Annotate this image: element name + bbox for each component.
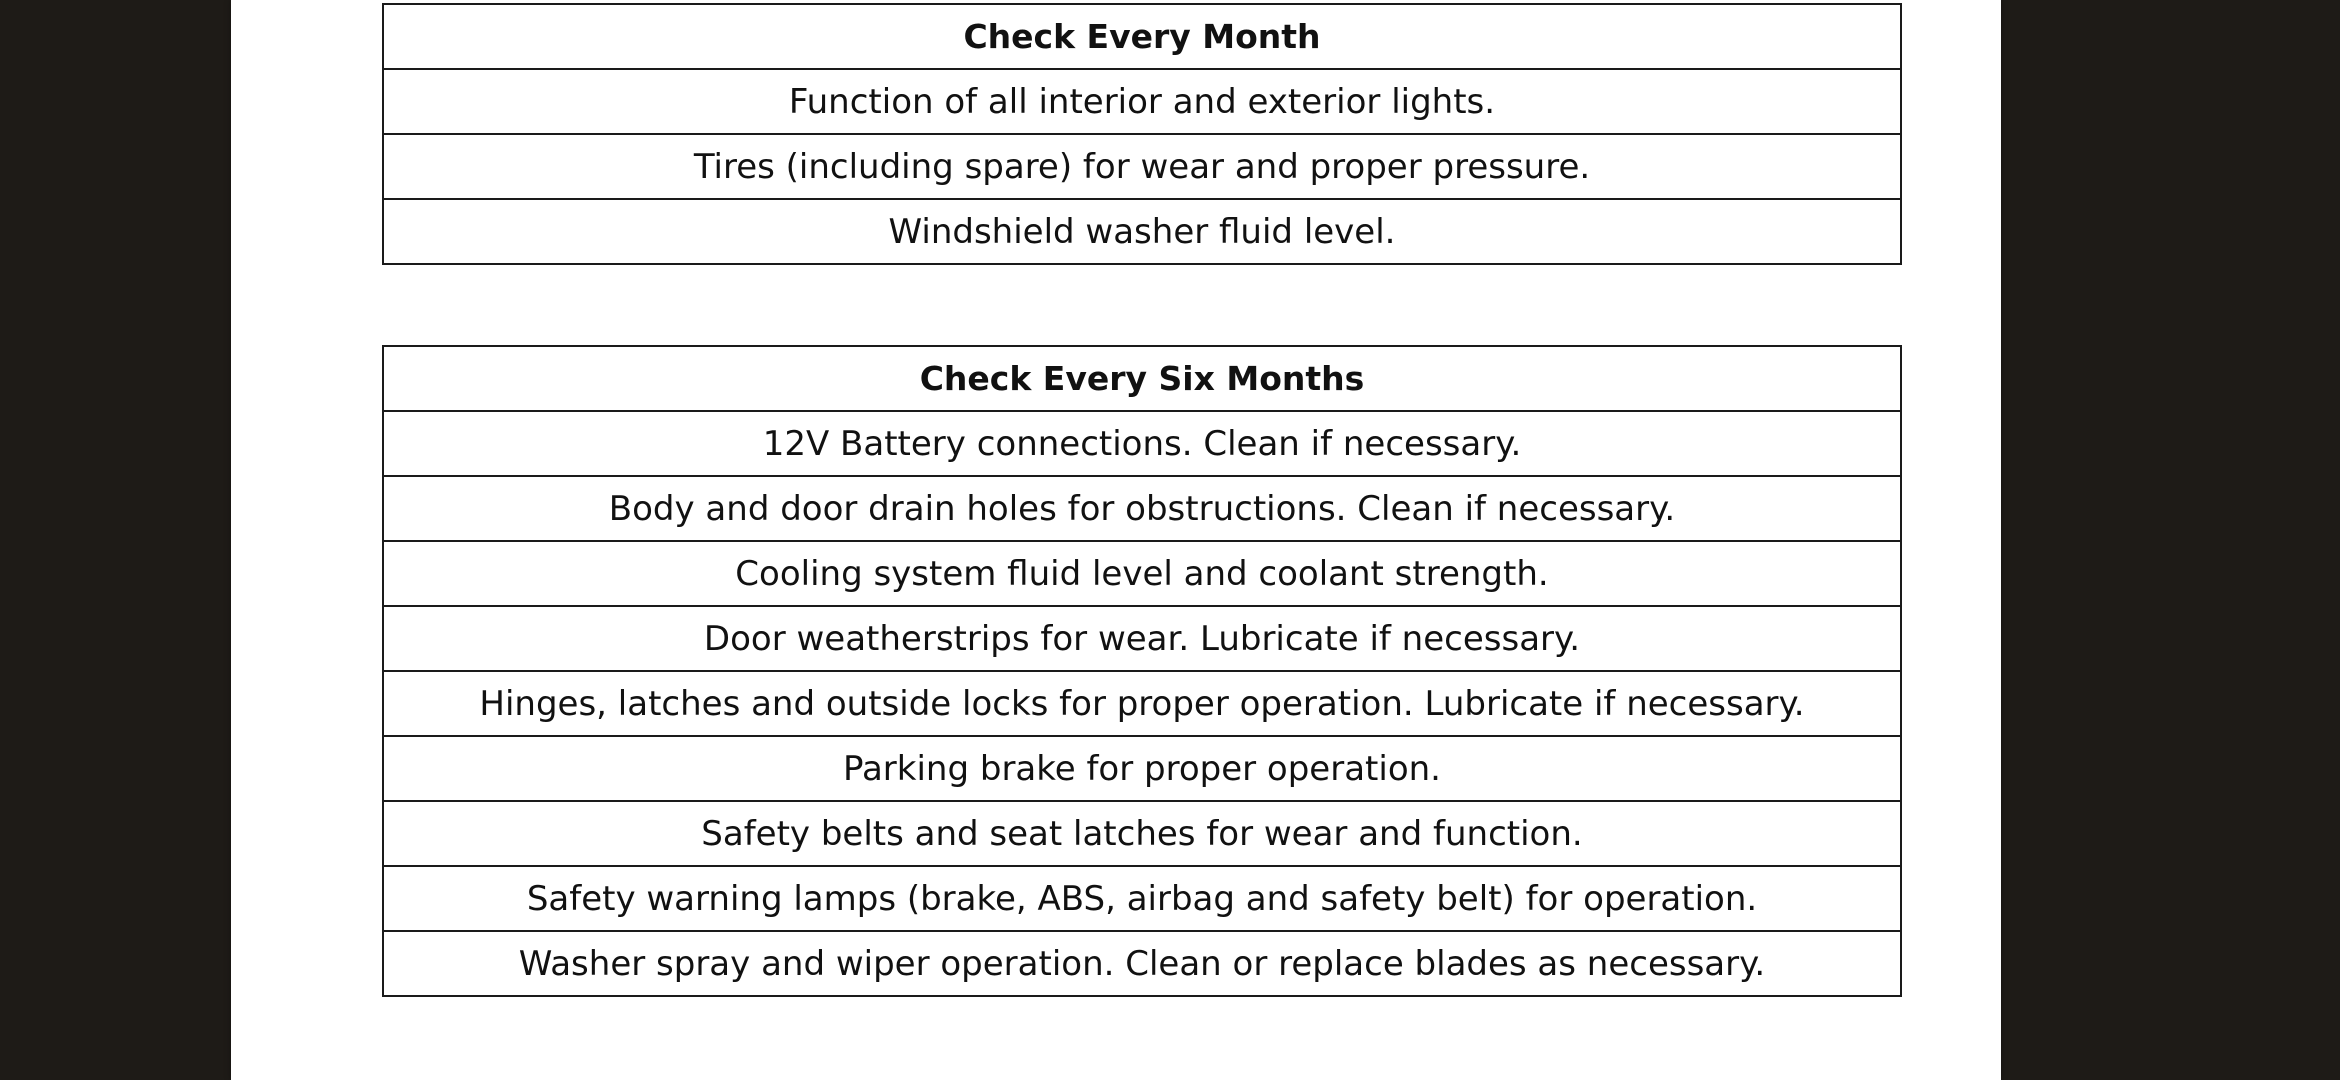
- table-cell: Door weatherstrips for wear. Lubricate if necessary.: [383, 606, 1901, 671]
- table-cell: Body and door drain holes for obstructions. Clean if necessary.: [383, 476, 1901, 541]
- table-row: [383, 199, 1901, 264]
- table-row: [383, 931, 1901, 996]
- table-row: [383, 866, 1901, 931]
- table-row: [383, 671, 1901, 736]
- table-row: [383, 411, 1901, 476]
- table-row: [383, 476, 1901, 541]
- table-row: [383, 134, 1901, 199]
- table-cell: Safety warning lamps (brake, ABS, airbag and safety belt) for operation.: [383, 866, 1901, 931]
- table-header-row: [383, 346, 1901, 411]
- table-cell: Safety belts and seat latches for wear and function.: [383, 801, 1901, 866]
- table-header: Check Every Month: [383, 4, 1901, 69]
- table-row: [383, 801, 1901, 866]
- table-cell: Tires (including spare) for wear and proper pressure.: [383, 134, 1901, 199]
- check-every-month-table: [382, 3, 1902, 265]
- document-page: [231, 0, 2001, 1080]
- table-row: [383, 541, 1901, 606]
- table-cell: Hinges, latches and outside locks for proper operation. Lubricate if necessary.: [383, 671, 1901, 736]
- table-cell: Windshield washer fluid level.: [383, 199, 1901, 264]
- table-header-row: [383, 4, 1901, 69]
- table-cell: Function of all interior and exterior lights.: [383, 69, 1901, 134]
- table-cell: Parking brake for proper operation.: [383, 736, 1901, 801]
- table-row: [383, 736, 1901, 801]
- table-row: [383, 69, 1901, 134]
- table-cell: Washer spray and wiper operation. Clean or replace blades as necessary.: [383, 931, 1901, 996]
- table-cell: Cooling system fluid level and coolant strength.: [383, 541, 1901, 606]
- check-every-six-months-table: [382, 345, 1902, 997]
- table-row: [383, 606, 1901, 671]
- table-cell: 12V Battery connections. Clean if necessary.: [383, 411, 1901, 476]
- table-header: Check Every Six Months: [383, 346, 1901, 411]
